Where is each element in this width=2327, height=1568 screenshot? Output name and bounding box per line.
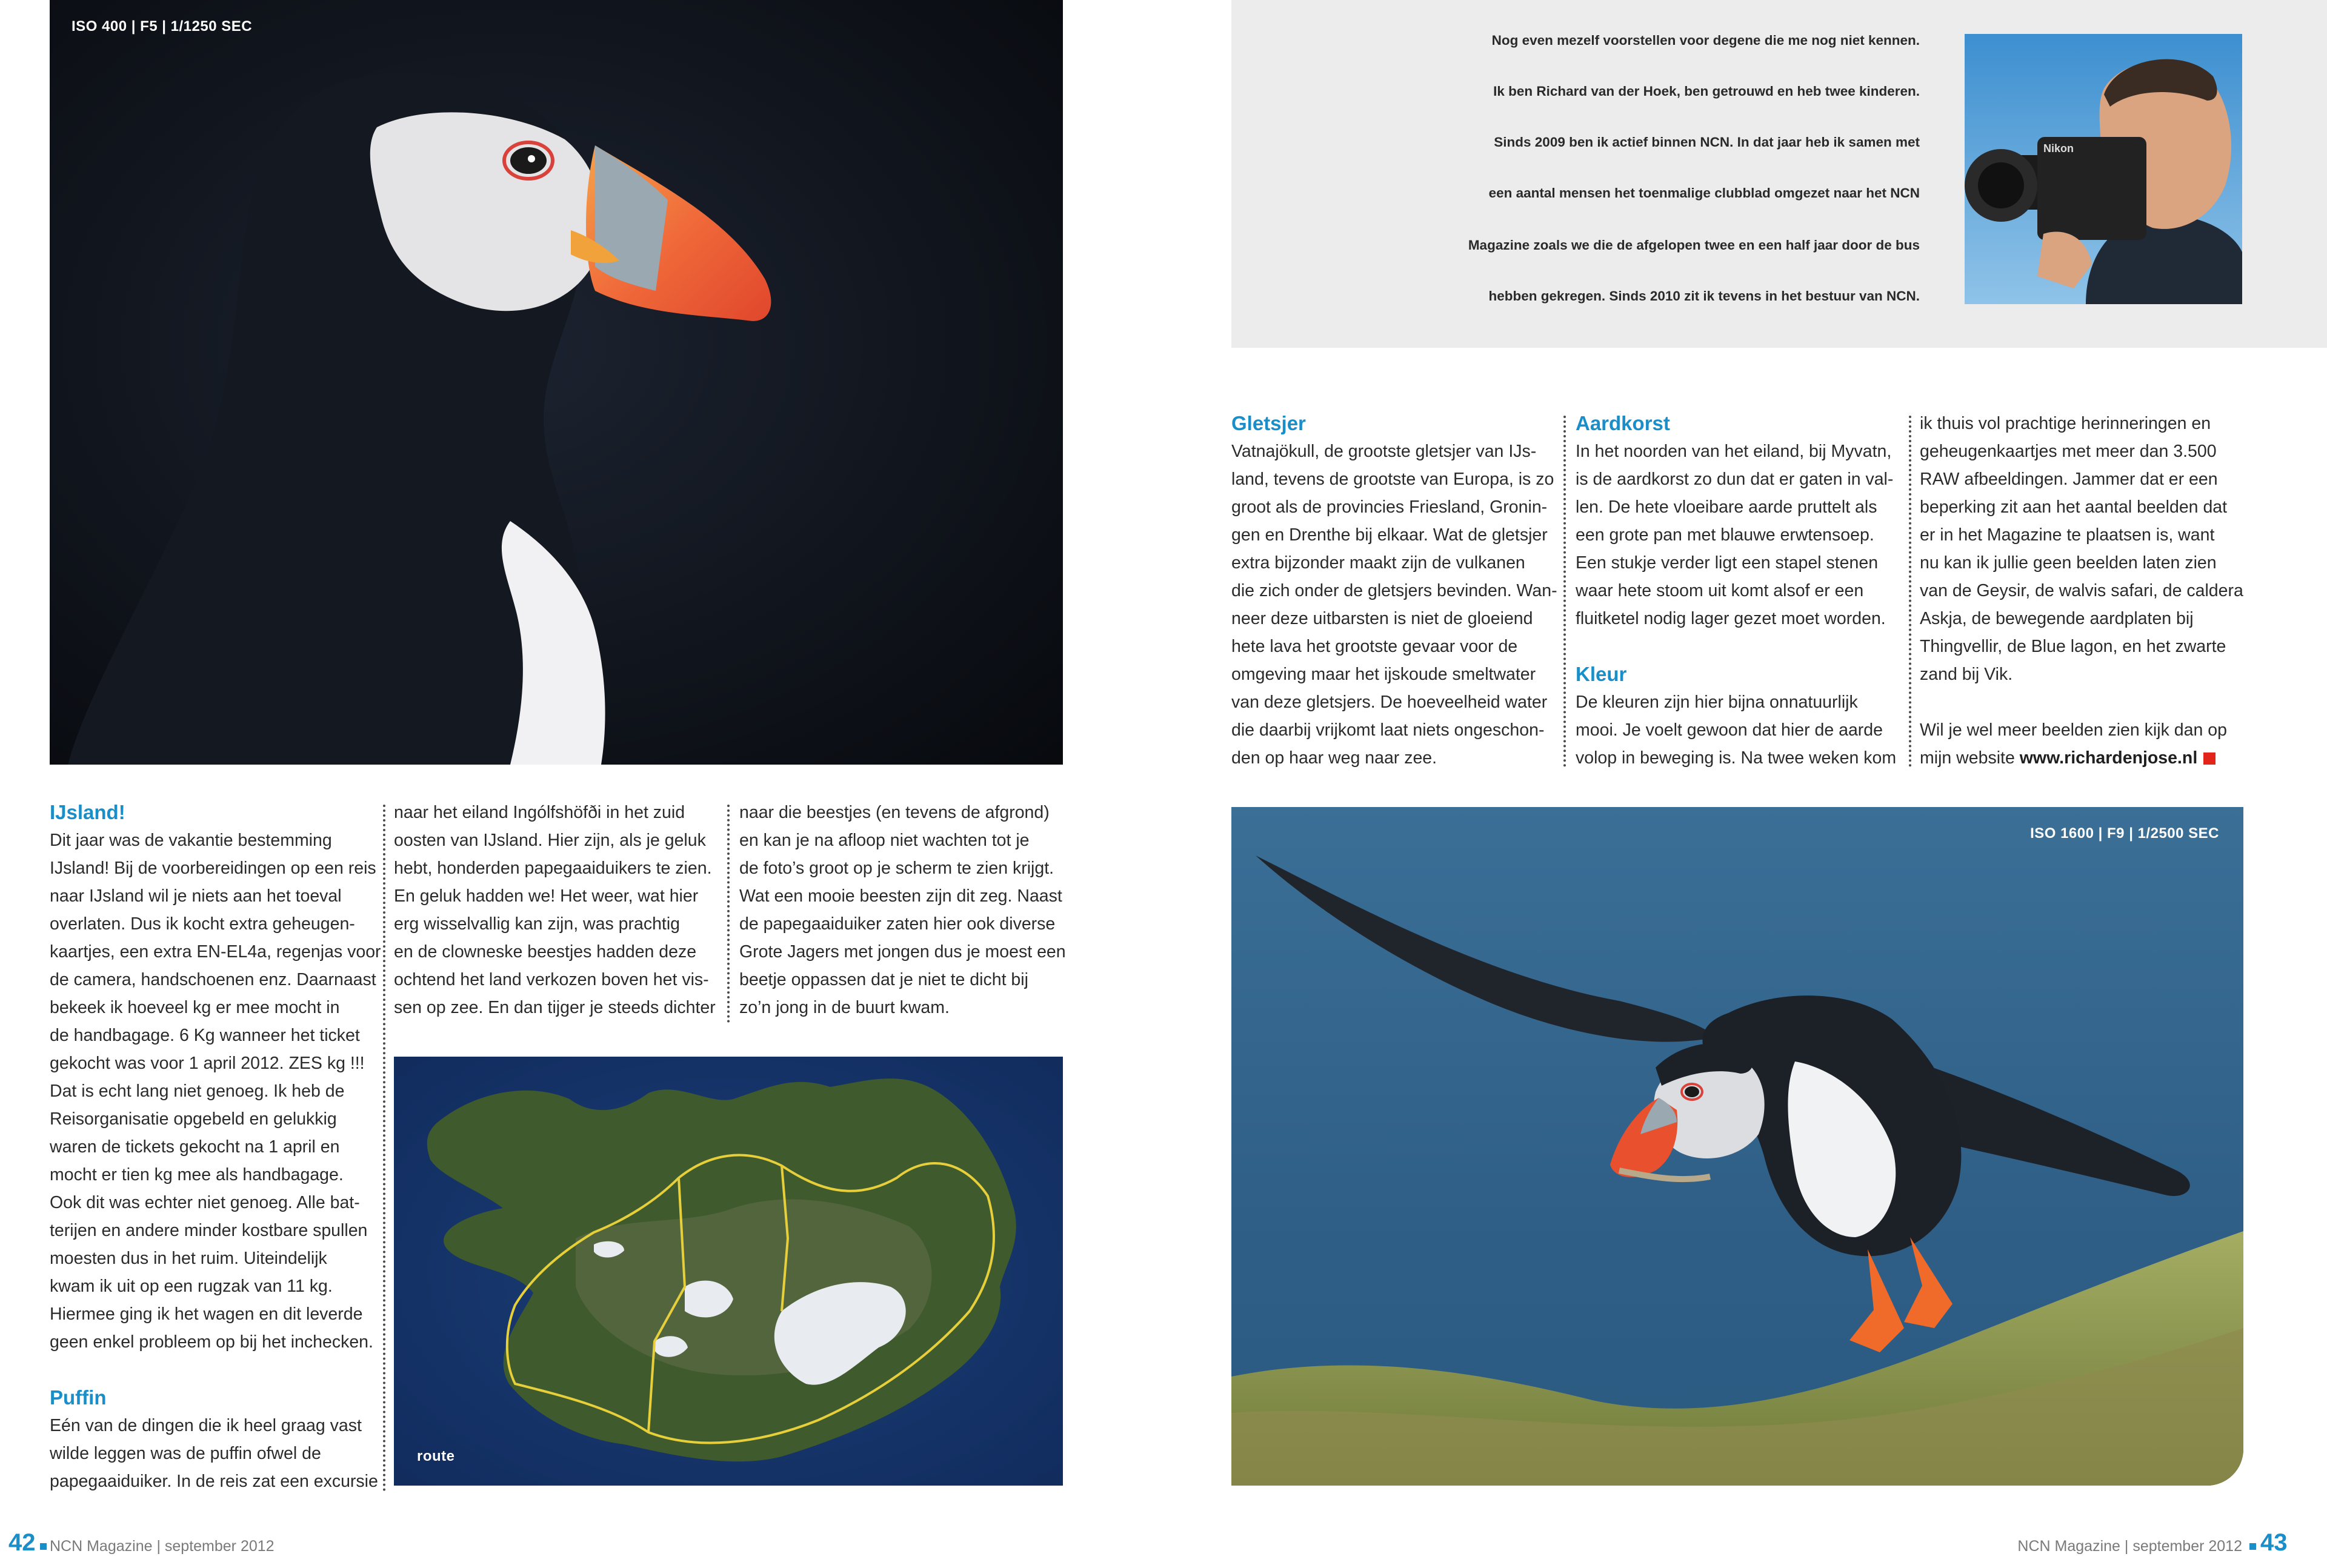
puffin-portrait-photo — [50, 0, 1063, 765]
text-line: extra bijzonder maakt zijn de vulkanen — [1231, 553, 1525, 573]
text-line: en kan je na afloop niet wachten tot je — [739, 831, 1030, 850]
text-line: hete lava het grootste gevaar voor de — [1231, 637, 1518, 656]
text-line: sen op zee. En dan tijger je steeds dichter — [394, 998, 716, 1017]
column-divider — [727, 805, 730, 1023]
text-line: beperking zit aan het aantal beelden dat — [1920, 497, 2228, 517]
text-line: nu kan ik jullie geen beelden laten zien — [1920, 553, 2217, 573]
website-lead: mijn website — [1920, 748, 2020, 768]
text-line: zand bij Vik. — [1920, 665, 2013, 684]
text-line: ochtend het land verkozen boven het vis- — [394, 970, 709, 989]
page-number-right: 43 — [2260, 1529, 2288, 1556]
website-link[interactable]: www.richardenjose.nl — [2019, 748, 2198, 768]
text-line: Een stukje verder ligt een stapel stenen — [1576, 553, 1879, 573]
text-line: geen enkel probleem op bij het inchecken. — [50, 1332, 373, 1352]
text-line: er in het Magazine te plaatsen is, want — [1920, 525, 2215, 545]
text-line: gekocht was voor 1 april 2012. ZES kg !!! — [50, 1054, 365, 1073]
text-line: Dat is echt lang niet genoeg. Ik heb de — [50, 1081, 345, 1101]
text-line: Grote Jagers met jongen dus je moest een — [739, 942, 1066, 962]
text-line: van deze gletsjers. De hoeveelheid water — [1231, 693, 1548, 712]
article-column-6 — [1920, 410, 2243, 772]
column-divider — [1909, 416, 1911, 767]
text-line: beetje oppassen dat je niet te dicht bij — [739, 970, 1028, 989]
text-line: die daarbij vrijkomt laat niets ongeschon- — [1231, 720, 1545, 740]
text-line: de foto’s groot op je scherm te zien krijgt. — [739, 859, 1054, 878]
text-line: van de Geysir, de walvis safari, de caldera — [1920, 581, 2243, 600]
text-line: de papegaaiduiker zaten hier ook diverse — [739, 914, 1056, 934]
intro-line: Nog even mezelf voorstellen voor degene die me nog niet kennen. — [1491, 33, 1920, 48]
article-end-marker — [2203, 752, 2215, 765]
text-line: Askja, de bewegende aardplaten bij — [1920, 609, 2194, 628]
text-line: die zich onder de gletsjers bevinden. Wan- — [1231, 581, 1557, 600]
photo-caption: ISO 400 | F5 | 1/1250 SEC — [72, 18, 253, 35]
intro-line: Ik ben Richard van der Hoek, ben getrouwd en heb twee kinderen. — [1493, 84, 1920, 99]
text-line: bekeek ik hoeveel kg er mee mocht in — [50, 998, 340, 1017]
footer-right-text: NCN Magazine | september 2012 — [2017, 1538, 2242, 1555]
text-line: len. De hete vloeibare aarde pruttelt als — [1576, 497, 1877, 517]
text-line: volop in beweging is. Na twee weken kom — [1576, 748, 1897, 768]
text-line: RAW afbeeldingen. Jammer dat er een — [1920, 470, 2218, 489]
text-line: terijen en andere minder kostbare spullen — [50, 1221, 368, 1240]
column-divider — [1563, 416, 1566, 767]
text-line: overlaten. Dus ik kocht extra geheugen- — [50, 914, 355, 934]
text-line: Wil je wel meer beelden zien kijk dan op — [1920, 720, 2227, 740]
text-line: Hiermee ging ik het wagen en dit leverde — [50, 1304, 363, 1324]
text-line: Wat een mooie beesten zijn dit zeg. Naast — [739, 886, 1062, 906]
intro-line: Sinds 2009 ben ik actief binnen NCN. In dat jaar heb ik samen met — [1494, 135, 1920, 150]
article-column-3 — [739, 799, 1066, 1022]
text-line: En geluk hadden we! Het weer, wat hier — [394, 886, 699, 906]
column-divider — [383, 805, 385, 1492]
website-line — [1920, 744, 2243, 772]
author-photo — [1965, 34, 2242, 304]
text-line: een grote pan met blauwe erwtensoep. — [1576, 525, 1874, 545]
text-line: land, tevens de grootste van Europa, is zo — [1231, 470, 1554, 489]
text-line: kaartjes, een extra EN-EL4a, regenjas voor — [50, 942, 381, 962]
intro-line: Magazine zoals we die de afgelopen twee en een half jaar door de bus — [1468, 238, 1920, 253]
puffin-flight-photo — [1231, 807, 2243, 1486]
text-line: In het noorden van het eiland, bij Myvatn, — [1576, 442, 1892, 461]
author-intro-box — [1231, 0, 2327, 348]
text-line: den op haar weg naar zee. — [1231, 748, 1437, 768]
text-line: de handbagage. 6 Kg wanneer het ticket — [50, 1026, 360, 1045]
text-line: wilde leggen was de puffin ofwel de — [50, 1444, 321, 1463]
text-line: naar IJsland wil je niets aan het toeval — [50, 886, 342, 906]
text-line: gen en Drenthe bij elkaar. Wat de gletsjer — [1231, 525, 1548, 545]
footer-marker — [40, 1543, 47, 1550]
text-line: oosten van IJsland. Hier zijn, als je geluk — [394, 831, 706, 850]
text-line: kwam ik uit op een rugzak van 11 kg. — [50, 1277, 333, 1296]
photo-caption: ISO 1600 | F9 | 1/2500 SEC — [2030, 825, 2219, 842]
text-line: papegaaiduiker. In de reis zat een excursie — [50, 1472, 378, 1491]
text-line: waren de tickets gekocht na 1 april en — [50, 1137, 340, 1157]
section-heading-aardkorst: Aardkorst — [1576, 412, 1670, 434]
text-line: naar die beestjes (en tevens de afgrond) — [739, 803, 1050, 822]
text-line: geheugenkaartjes met meer dan 3.500 — [1920, 442, 2217, 461]
text-line: is de aardkorst zo dun dat er gaten in val- — [1576, 470, 1894, 489]
text-line: fluitketel nodig lager gezet moet worden. — [1576, 609, 1886, 628]
text-line: Vatnajökull, de grootste gletsjer van IJs- — [1231, 442, 1537, 461]
text-line: waar hete stoom uit komt alsof er een — [1576, 581, 1864, 600]
page-number-left: 42 — [8, 1529, 36, 1556]
text-line: IJsland! Bij de voorbereidingen op een reis — [50, 859, 376, 878]
text-line: mooi. Je voelt gewoon dat hier de aarde — [1576, 720, 1883, 740]
footer-marker — [2249, 1543, 2256, 1550]
section-heading-ijsland: IJsland! — [50, 801, 125, 823]
text-line: Dit jaar was de vakantie bestemming — [50, 831, 332, 850]
camera-brand-label: Nikon — [2043, 142, 2074, 154]
text-line: naar het eiland Ingólfshöfði in het zuid — [394, 803, 685, 822]
footer-left-text: NCN Magazine | september 2012 — [50, 1538, 275, 1555]
text-line: en de clowneske beestjes hadden deze — [394, 942, 697, 962]
article-column-2 — [394, 799, 716, 1022]
section-heading-puffin: Puffin — [50, 1386, 107, 1409]
article-column-5 — [1576, 410, 1896, 772]
text-line: omgeving maar het ijskoude smeltwater — [1231, 665, 1536, 684]
map-caption: route — [417, 1448, 455, 1464]
intro-line: een aantal mensen het toenmalige clubblad omgezet naar het NCN — [1488, 185, 1920, 201]
text-line: Thingvellir, de Blue lagon, en het zwarte — [1920, 637, 2226, 656]
text-line: hebt, honderden papegaaiduikers te zien. — [394, 859, 712, 878]
text-line: zo’n jong in de buurt kwam. — [739, 998, 950, 1017]
text-line: groot als de provincies Friesland, Gronin- — [1231, 497, 1548, 517]
text-line: mocht er tien kg mee als handbagage. — [50, 1165, 344, 1184]
text-line: Reisorganisatie opgebeld en gelukkig — [50, 1109, 337, 1129]
text-line: ik thuis vol prachtige herinneringen en — [1920, 414, 2211, 433]
article-column-4 — [1231, 410, 1557, 772]
article-column-1 — [50, 799, 381, 1495]
intro-line: hebben gekregen. Sinds 2010 zit ik tevens in het bestuur van NCN. — [1488, 288, 1920, 304]
text-line: neer deze uitbarsten is niet de gloeiend — [1231, 609, 1533, 628]
section-heading-gletsjer: Gletsjer — [1231, 412, 1306, 434]
iceland-route-map — [394, 1057, 1063, 1486]
text-line: De kleuren zijn hier bijna onnatuurlijk — [1576, 693, 1858, 712]
text-line: erg wisselvallig kan zijn, was prachtig — [394, 914, 681, 934]
text-line: Ook dit was echter niet genoeg. Alle bat- — [50, 1193, 360, 1212]
text-line: Eén van de dingen die ik heel graag vast — [50, 1416, 362, 1435]
text-line: de camera, handschoenen enz. Daarnaast — [50, 970, 376, 989]
text-line: moesten dus in het ruim. Uiteindelijk — [50, 1249, 327, 1268]
section-heading-kleur: Kleur — [1576, 663, 1627, 685]
